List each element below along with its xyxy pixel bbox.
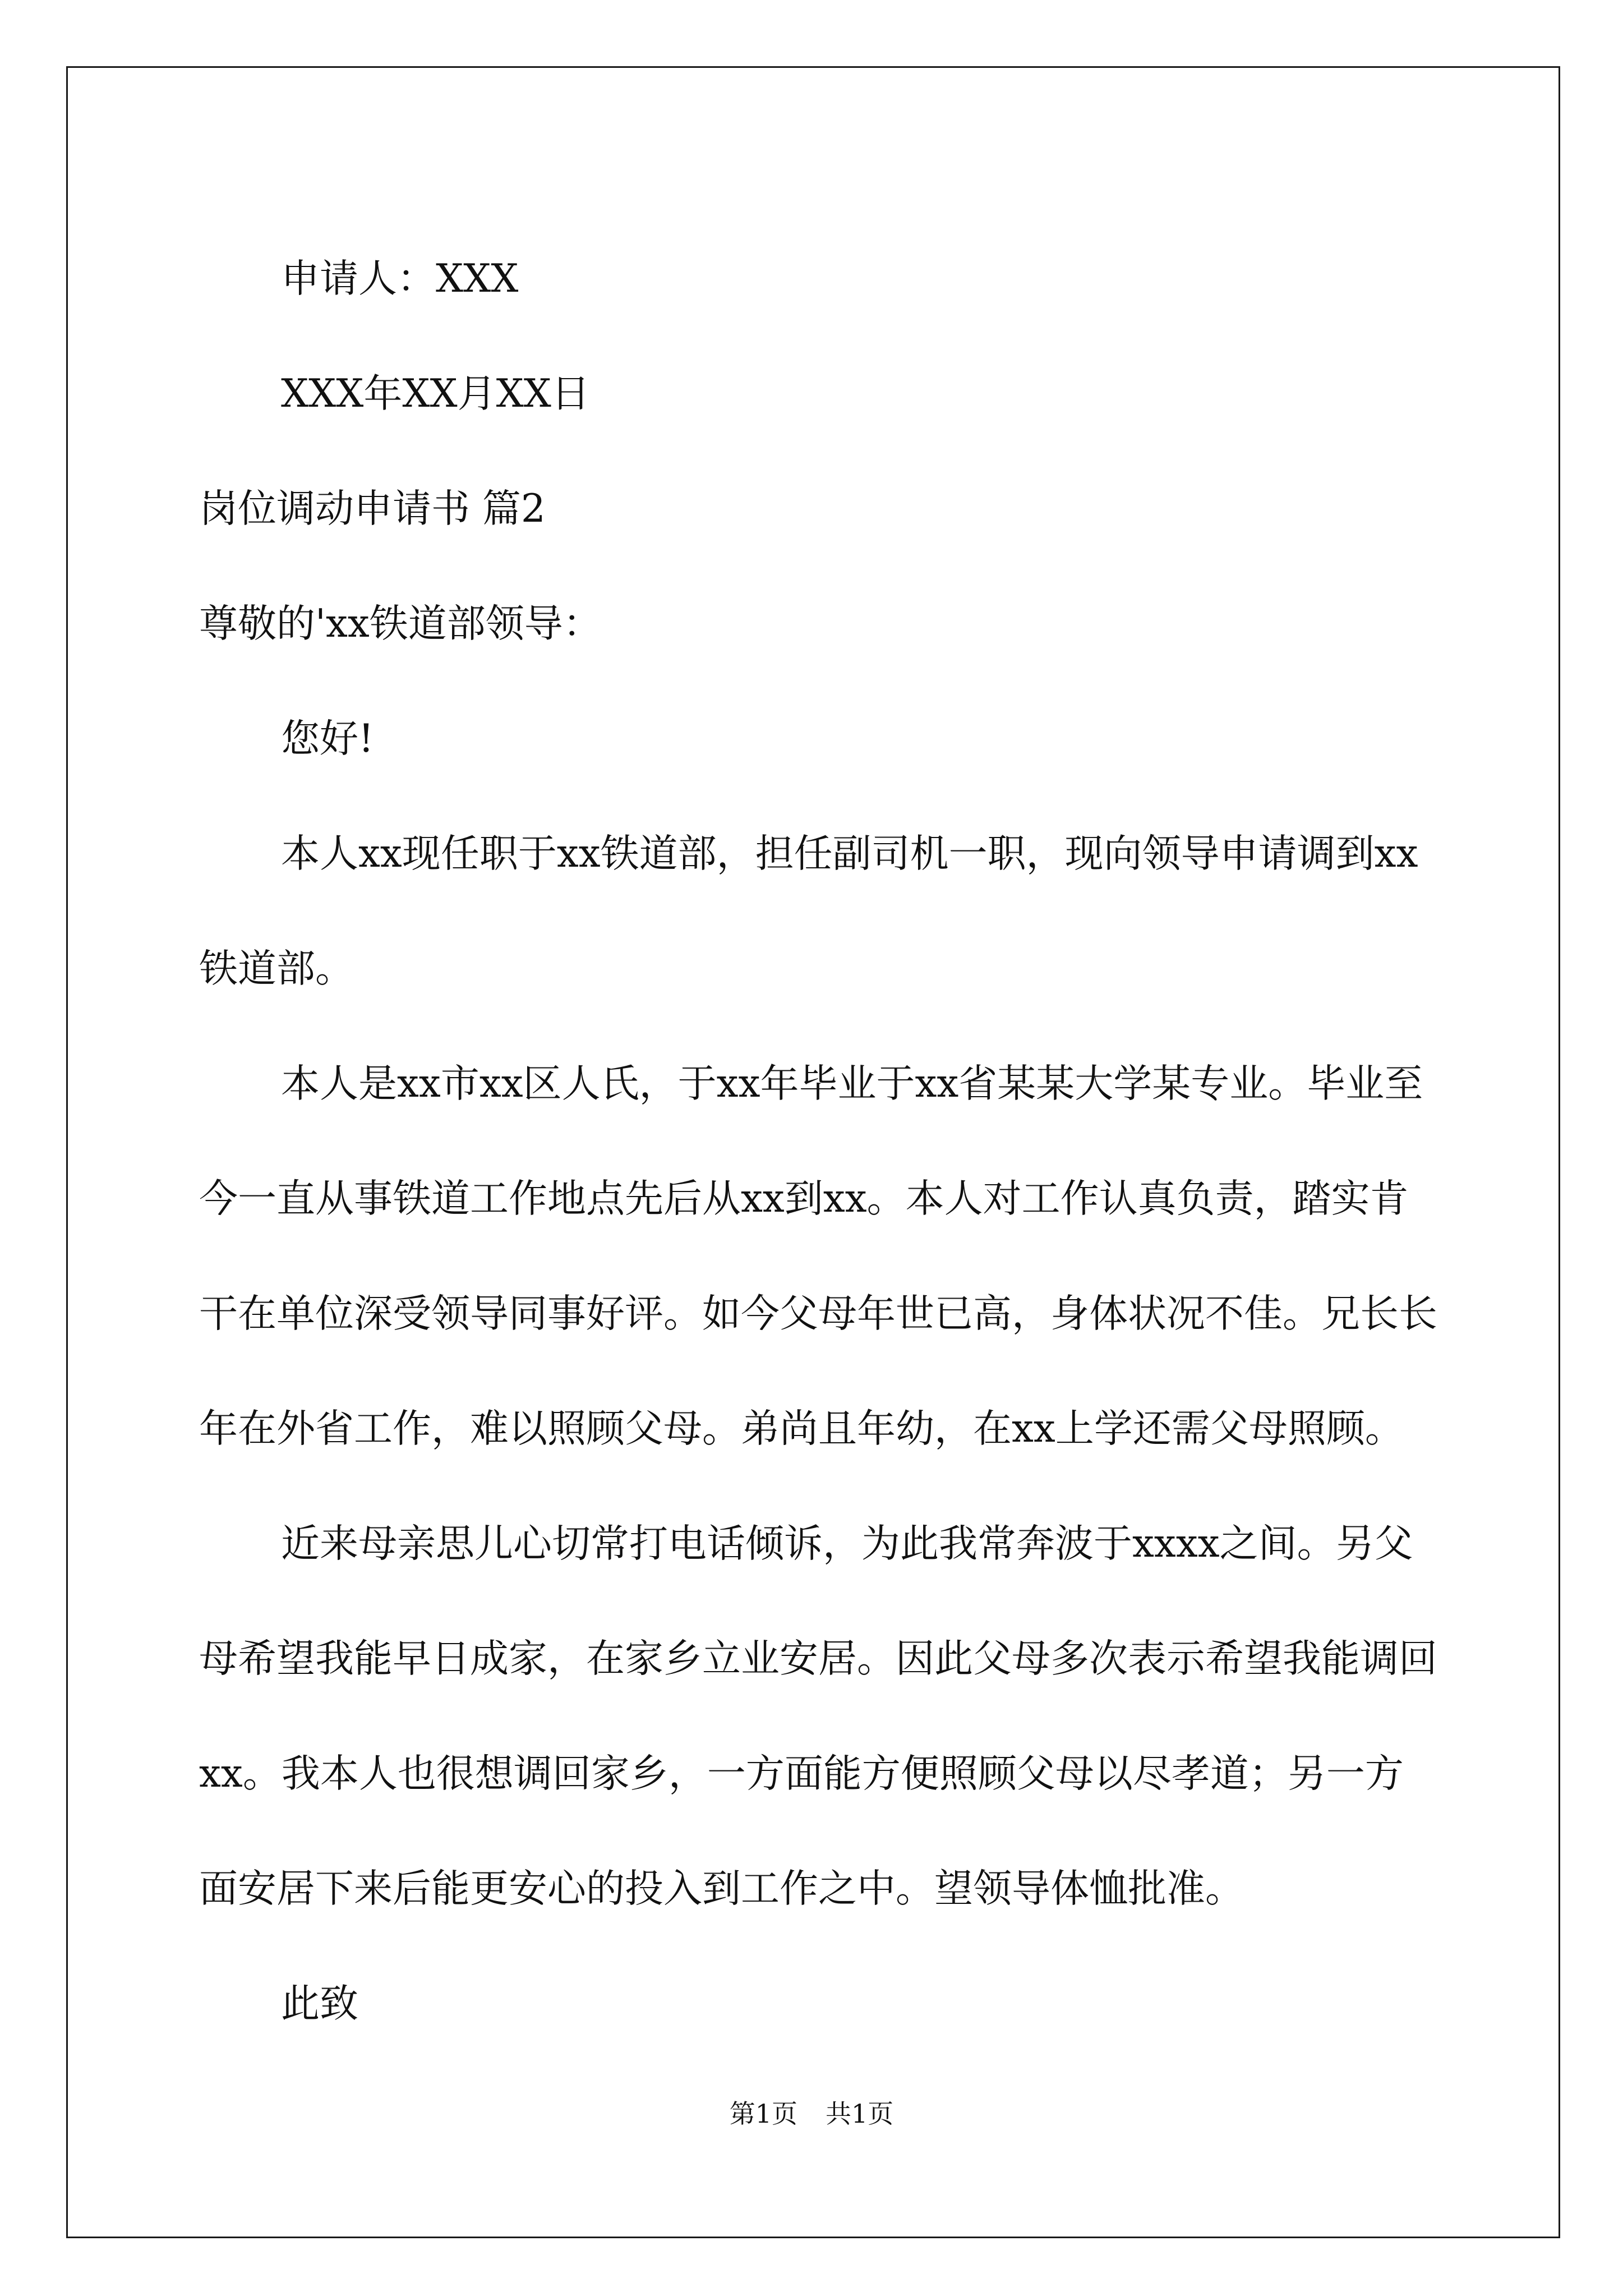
page-footer [0, 2097, 1623, 2131]
paragraph-3: 近来母亲思儿心切常打电话倾诉，为此我常奔波于xxxx之间。另父母希望我能早日成家，在家乡立业安居。因此父母多次表示希望我能调回xx。我本人也很想调回家乡，一方面能方便照顾父母以尽孝道；另一方面安居下来后能更安心的投入到工作之中。望领导体恤批准。 [199, 1521, 1437, 1911]
greeting: 您好! [281, 716, 374, 761]
paragraph-2: 本人是xx市xx区人氏，于xx年毕业于xx省某某大学某专业。毕业至今一直从事铁道工作地点先后从xx到xx。本人对工作认真负责，踏实肯干在单位深受领导同事好评。如今父母年世已高，身体状况不佳。兄长长年在外省工作，难以照顾父母。弟尚且年幼，在xx上学还需父母照顾。 [199, 1061, 1437, 1451]
page-number-total: 共1页 [826, 2099, 894, 2129]
closing: 此致 [281, 1981, 358, 2026]
applicant-line: 申请人：XXX [281, 256, 519, 301]
document-body [199, 222, 1441, 2062]
paragraph-1: 本人xx现任职于xx铁道部，担任副司机一职，现向领导申请调到xx铁道部。 [199, 831, 1418, 991]
date-line: XXX年XX月XX日 [281, 371, 590, 416]
page-number-current: 第1页 [729, 2099, 797, 2129]
section-title: 岗位调动申请书 篇2 [199, 486, 546, 531]
salutation: 尊敬的'xx铁道部领导： [199, 601, 602, 646]
